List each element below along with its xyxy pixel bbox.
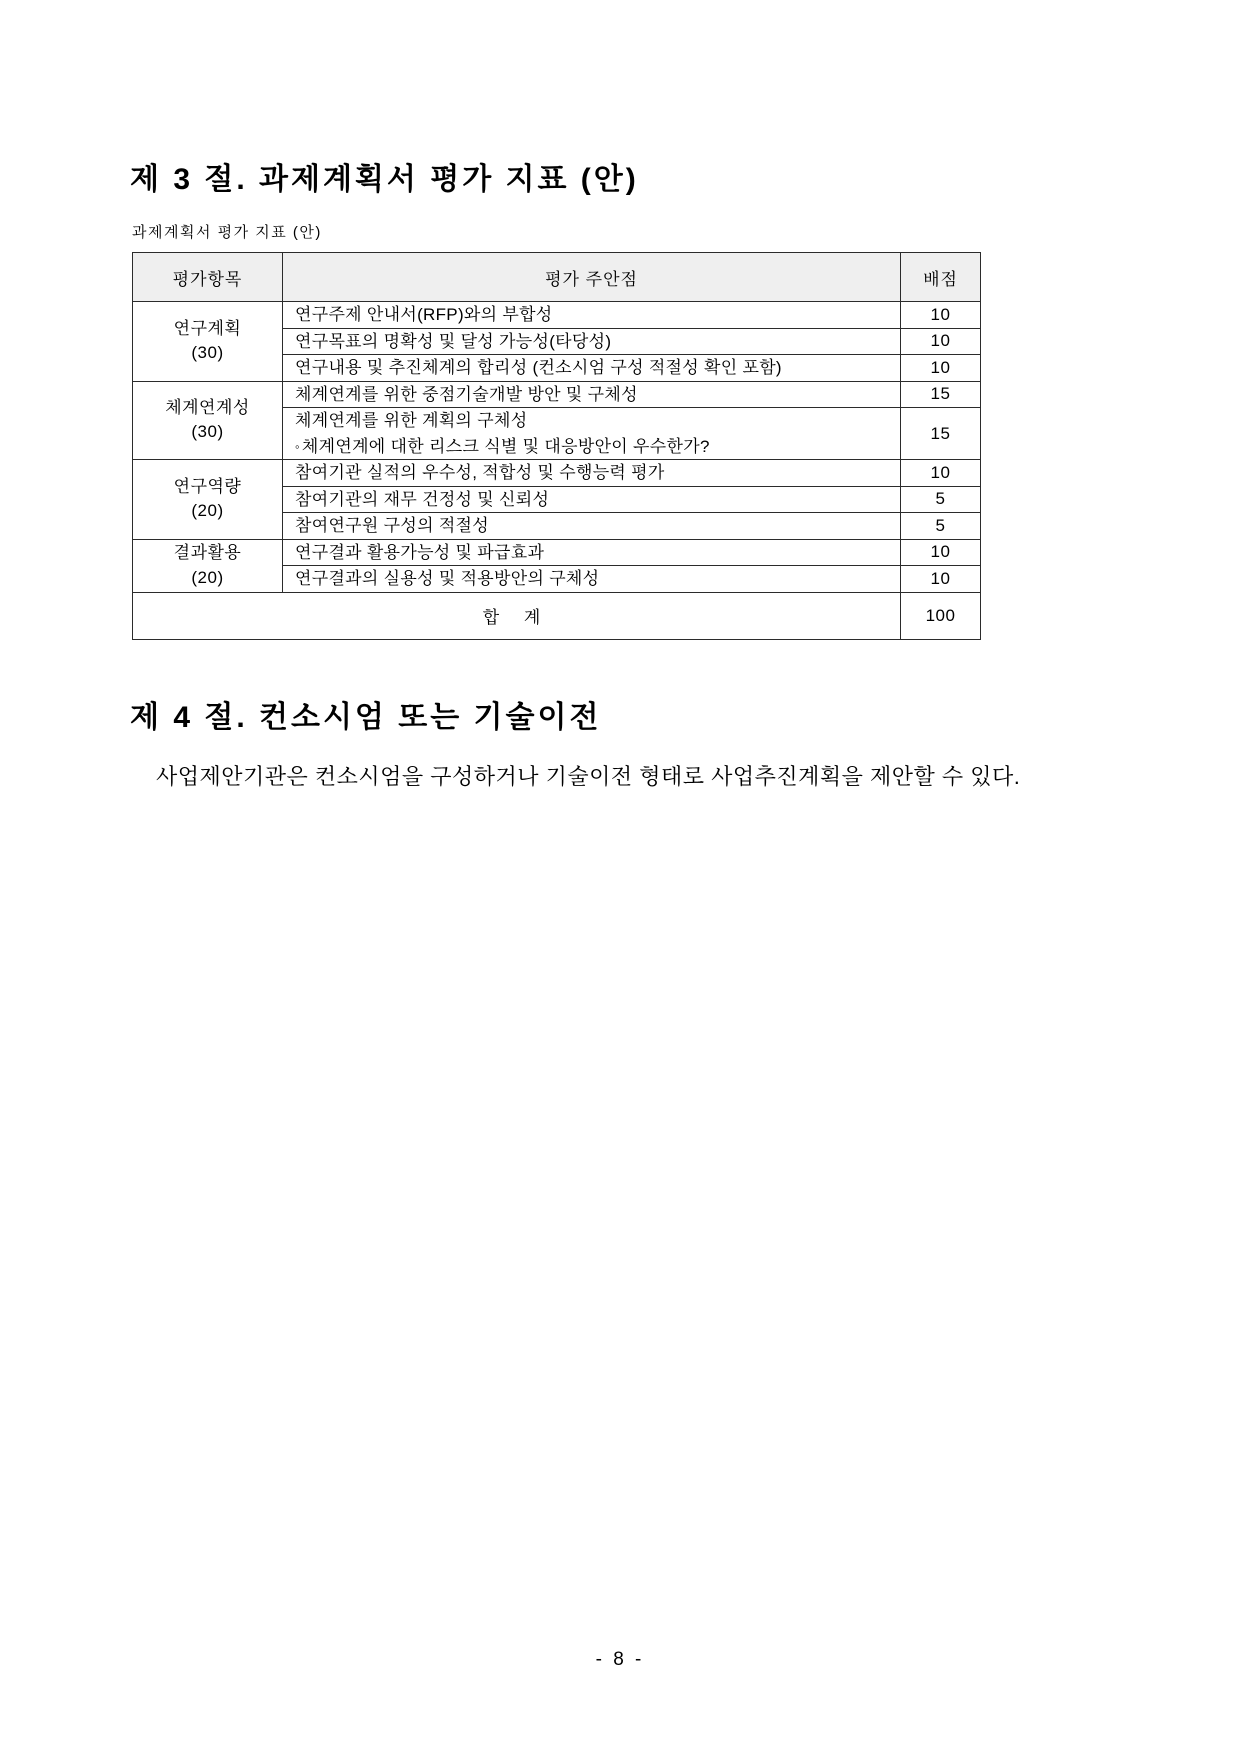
point-cell: 참여연구원 구성의 적절성 [283, 513, 901, 540]
category-label: 연구역량 [173, 476, 242, 496]
point-text: 체계연계를 위한 계획의 구체성 [295, 411, 528, 430]
point-subtext: 체계연계에 대한 리스크 식별 및 대응방안이 우수한가? [301, 436, 710, 456]
evaluation-criteria-table [132, 252, 981, 640]
total-score: 100 [901, 592, 981, 639]
category-score: (20) [191, 567, 224, 587]
table-caption: 과제계획서 평가 지표 (안) [132, 224, 322, 241]
score-cell: 10 [901, 302, 981, 329]
total-label: 합 계 [133, 592, 901, 639]
category-label: 체계연계성 [165, 397, 250, 417]
point-cell: 체계연계를 위한 중점기술개발 방안 및 구체성 [283, 381, 901, 408]
category-score: (30) [191, 343, 224, 363]
point-cell: 참여기관의 재무 건정성 및 신뢰성 [283, 486, 901, 513]
point-cell: 참여기관 실적의 우수성, 적합성 및 수행능력 평가 [283, 460, 901, 487]
section-4-title: 제 4 절. 컨소시엄 또는 기술이전 [130, 700, 602, 734]
table-row [133, 381, 981, 408]
table-header-row [133, 253, 981, 302]
table-body [133, 302, 981, 640]
score-cell: 15 [901, 381, 981, 408]
category-score: (20) [191, 501, 224, 521]
table-row [133, 539, 981, 566]
category-label: 연구계획 [173, 318, 242, 338]
category-label: 결과활용 [173, 542, 242, 562]
score-cell: 10 [901, 328, 981, 355]
point-cell: 연구결과의 실용성 및 적용방안의 구체성 [283, 566, 901, 593]
score-cell: 10 [901, 460, 981, 487]
column-header-score: 배점 [901, 253, 981, 302]
point-cell: 연구목표의 명확성 및 달성 가능성(타당성) [283, 328, 901, 355]
category-cell-result-utilization [133, 539, 283, 592]
page-number: - 8 - [595, 1649, 645, 1670]
table-row [133, 302, 981, 329]
category-cell-research-plan [133, 302, 283, 382]
table-row [133, 460, 981, 487]
point-subtext-wrapper [295, 434, 888, 460]
table-total-row [133, 592, 981, 639]
point-cell: 연구결과 활용가능성 및 파급효과 [283, 539, 901, 566]
point-cell [283, 408, 901, 460]
score-cell: 10 [901, 539, 981, 566]
score-cell: 15 [901, 408, 981, 460]
circle-bullet-icon: ◦ [295, 438, 300, 454]
score-cell: 5 [901, 486, 981, 513]
score-cell: 10 [901, 355, 981, 382]
column-header-category: 평가항목 [133, 253, 283, 302]
section-4-body: 사업제안기관은 컨소시엄을 구성하거나 기술이전 형태로 사업추진계획을 제안할 수 있다. [156, 763, 1021, 789]
column-header-point: 평가 주안점 [283, 253, 901, 302]
score-cell: 5 [901, 513, 981, 540]
category-score: (30) [191, 422, 224, 442]
category-cell-system-linkage [133, 381, 283, 460]
score-cell: 10 [901, 566, 981, 593]
category-cell-research-capability [133, 460, 283, 540]
section-3-title: 제 3 절. 과제계획서 평가 지표 (안) [130, 163, 639, 196]
table-header [133, 253, 981, 302]
point-cell: 연구내용 및 추진체계의 합리성 (컨소시엄 구성 적절성 확인 포함) [283, 355, 901, 382]
point-cell: 연구주제 안내서(RFP)와의 부합성 [283, 302, 901, 329]
